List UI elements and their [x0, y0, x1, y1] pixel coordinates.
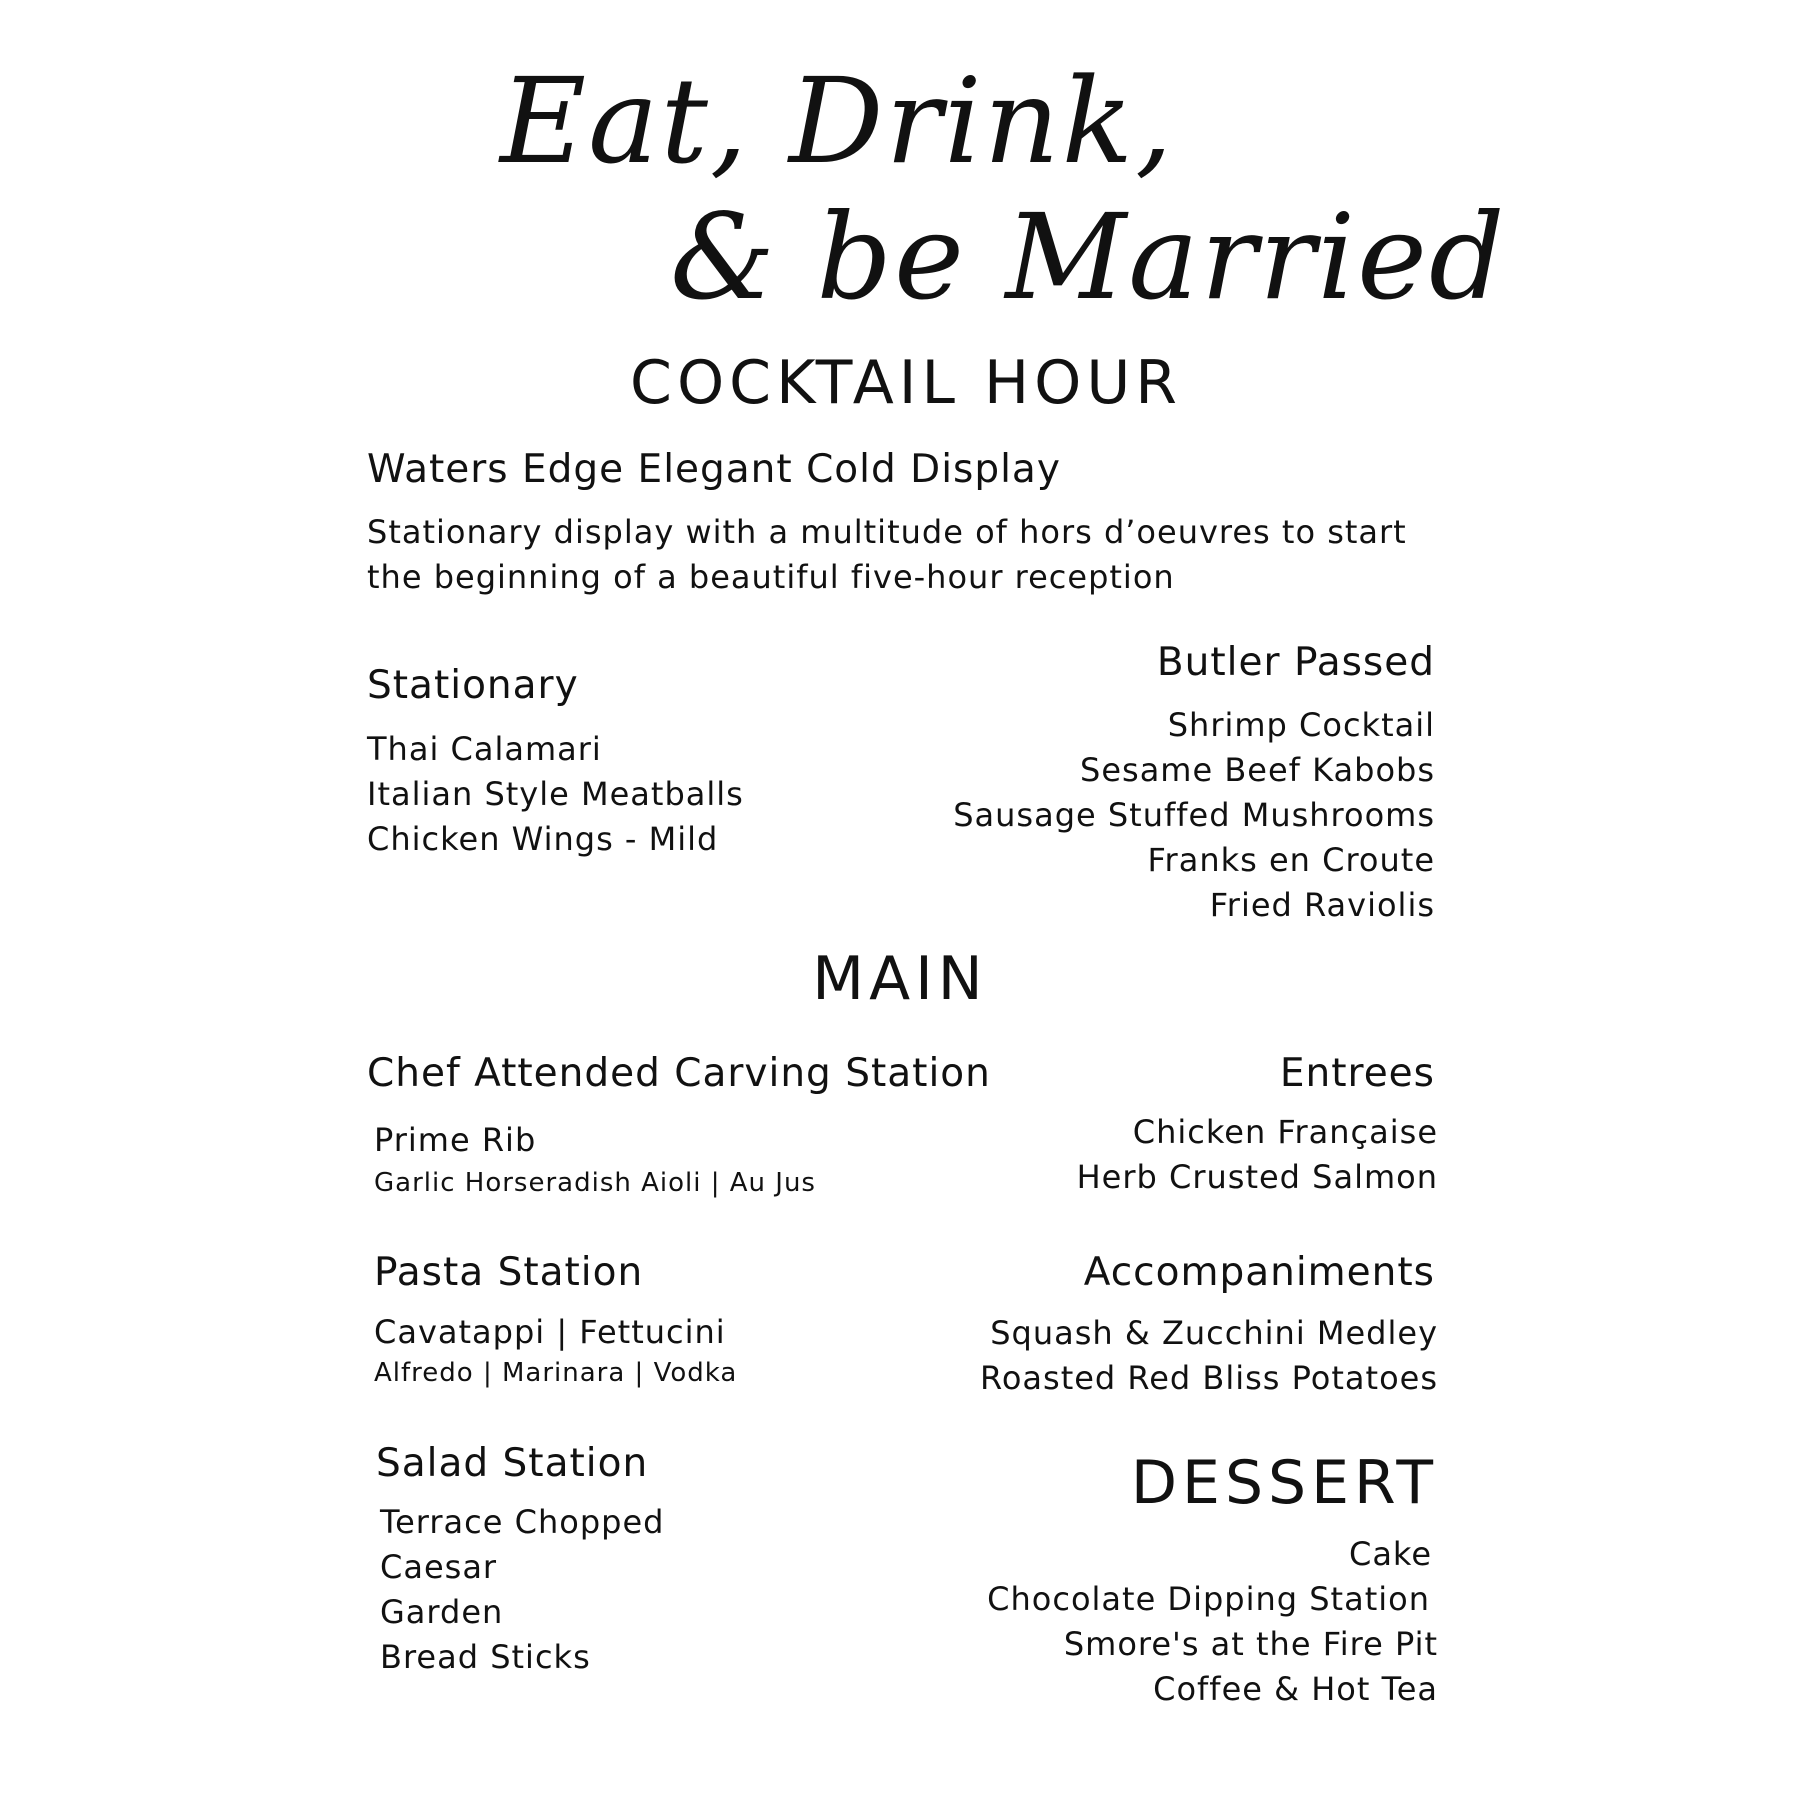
salad-station-title: Salad Station	[376, 1441, 649, 1486]
dessert-list	[987, 1532, 1438, 1712]
list-item: Squash & Zucchini Medley	[990, 1314, 1438, 1352]
cold-display-desc-line2: the beginning of a beautiful five-hour reception	[367, 558, 1175, 596]
cold-display-desc-line1: Stationary display with a multitude of hors d’oeuvres to start	[367, 513, 1407, 551]
stationary-list	[367, 727, 744, 862]
list-item: Garden	[380, 1593, 504, 1631]
dessert-title: DESSERT	[1130, 1448, 1438, 1518]
accompaniments-list	[980, 1311, 1438, 1401]
cold-display-title: Waters Edge Elegant Cold Display	[367, 447, 1061, 492]
list-item: Caesar	[380, 1548, 498, 1586]
pasta-station-sub: Alfredo | Marinara | Vodka	[374, 1358, 738, 1388]
cocktail-hour-title: COCKTAIL HOUR	[630, 348, 1182, 418]
list-item: Thai Calamari	[367, 730, 602, 768]
list-item: Roasted Red Bliss Potatoes	[980, 1359, 1438, 1397]
list-item: Herb Crusted Salmon	[1076, 1158, 1438, 1196]
stationary-title: Stationary	[367, 663, 579, 708]
list-item: Coffee & Hot Tea	[1153, 1670, 1438, 1708]
pasta-station-title: Pasta Station	[374, 1250, 644, 1295]
list-item: Smore's at the Fire Pit	[1063, 1625, 1438, 1663]
list-item: Chicken Wings - Mild	[367, 820, 719, 858]
list-item: Bread Sticks	[380, 1638, 591, 1676]
list-item: Fried Raviolis	[1209, 886, 1435, 924]
carving-station-sub: Garlic Horseradish Aioli | Au Jus	[374, 1168, 816, 1198]
carving-station-item: Prime Rib	[374, 1121, 537, 1159]
list-item: Sausage Stuffed Mushrooms	[953, 796, 1435, 834]
entrees-list	[1077, 1110, 1438, 1200]
list-item: Italian Style Meatballs	[367, 775, 744, 813]
list-item: Cake	[1348, 1535, 1432, 1573]
entrees-title: Entrees	[1279, 1051, 1435, 1096]
salad-station-list	[380, 1500, 664, 1680]
script-heading-line1: Eat, Drink,	[500, 52, 1175, 190]
carving-station-title: Chef Attended Carving Station	[367, 1051, 991, 1096]
list-item: Franks en Croute	[1147, 841, 1435, 879]
accompaniments-title: Accompaniments	[1083, 1250, 1435, 1295]
list-item: Chicken Française	[1132, 1113, 1438, 1151]
pasta-station-item: Cavatappi | Fettucini	[374, 1313, 726, 1351]
list-item: Terrace Chopped	[380, 1503, 665, 1541]
list-item: Chocolate Dipping Station	[987, 1580, 1430, 1618]
butler-passed-title: Butler Passed	[1156, 640, 1435, 685]
script-heading-line2: & be Married	[670, 188, 1507, 326]
main-title: MAIN	[812, 944, 988, 1014]
butler-passed-list	[953, 703, 1435, 928]
list-item: Sesame Beef Kabobs	[1080, 751, 1435, 789]
list-item: Shrimp Cocktail	[1167, 706, 1435, 744]
